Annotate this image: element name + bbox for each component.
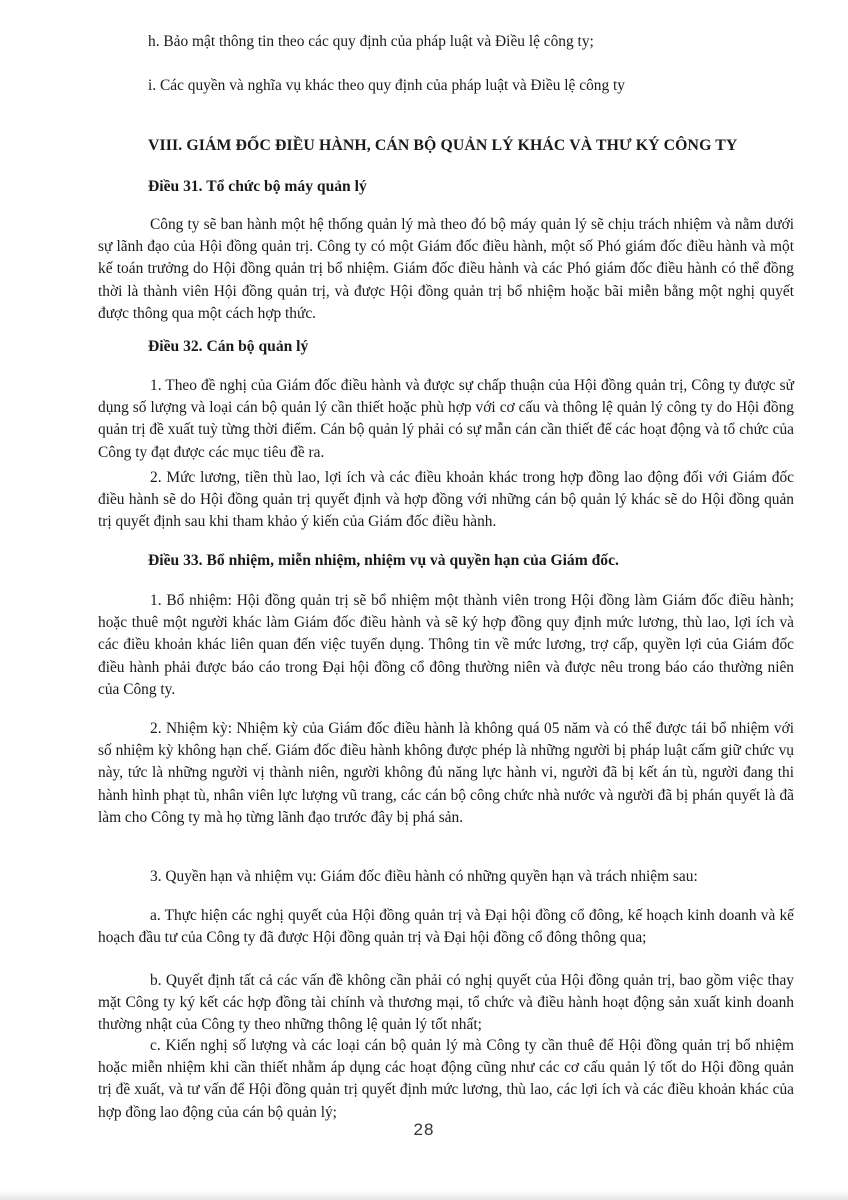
article-32-paragraph-1 — [98, 375, 794, 464]
section-title: VIII. GIÁM ĐỐC ĐIỀU HÀNH, CÁN BỘ QUẢN LÝ KHÁC VÀ THƯ KÝ CÔNG TY — [148, 137, 738, 154]
article-33-p1-text: 1. Bổ nhiệm: Hội đồng quản trị sẽ bổ nhiệm một thành viên trong Hội đồng làm Giám đốc điều hành; hoặc thuê một người khác làm Giám đốc điều hành và sẽ ký hợp đồng quy định mức lương, thù lao, lợi ích và các điều khoản khác liên quan đến việc tuyển dụng. Thông tin về mức lương, trợ cấp, quyền lợi của Giám đốc điều hành phải được báo cáo trong Đại hội đồng cổ đông thường niên và được nêu trong báo cáo thường niên của Công ty. — [98, 592, 794, 698]
page-number: 28 — [413, 1120, 435, 1139]
list-item-h: h. Bảo mật thông tin theo các quy định của pháp luật và Điều lệ công ty; — [148, 33, 594, 50]
article-31-body — [98, 214, 794, 325]
article-33-p2-text: 2. Nhiệm kỳ: Nhiệm kỳ của Giám đốc điều hành là không quá 05 năm và có thể được tái bổ nhiệm với số nhiệm kỳ không hạn chế. Giám đốc điều hành không được phép là những người bị pháp luật cấm giữ chức vụ này, tức là những người vị thành niên, người không đủ năng lực hành vi, người đã bị kết án tù, người đang thi hành hình phạt tù, nhân viên lực lượng vũ trang, các cán bộ công chức nhà nước và người đã bị phán quyết là đã làm cho Công ty mà họ từng lãnh đạo trước đây bị phá sản. — [98, 720, 794, 826]
article-31-text: Công ty sẽ ban hành một hệ thống quản lý mà theo đó bộ máy quản lý sẽ chịu trách nhiệm và nằm dưới sự lãnh đạo của Hội đồng quản trị. Công ty có một Giám đốc điều hành, một số Phó giám đốc điều hành và một kế toán trưởng do Hội đồng quản trị bổ nhiệm. Giám đốc điều hành và các Phó giám đốc điều hành có thể đồng thời là thành viên Hội đồng quản trị, và được Hội đồng quản trị bổ nhiệm hoặc bãi miễn bằng một nghị quyết được thông qua một cách hợp thức. — [98, 216, 794, 322]
article-33-paragraph-1 — [98, 590, 794, 701]
article-32-p1-text: 1. Theo đề nghị của Giám đốc điều hành và được sự chấp thuận của Hội đồng quản trị, Công ty được sử dụng số lượng và loại cán bộ quản lý cần thiết hoặc phù hợp với cơ cấu và thông lệ quản lý công ty do Hội đồng quản trị đề xuất tuỳ từng thời điểm. Cán bộ quản lý phải có sự mẫn cán cần thiết để các hoạt động và tổ chức của Công ty đạt được các mục tiêu đề ra. — [98, 377, 794, 461]
article-33-paragraph-3 — [98, 866, 794, 888]
article-33-heading: Điều 33. Bổ nhiệm, miễn nhiệm, nhiệm vụ và quyền hạn của Giám đốc. — [148, 552, 619, 569]
article-31-heading: Điều 31. Tổ chức bộ máy quản lý — [148, 178, 367, 195]
list-item-i: i. Các quyền và nghĩa vụ khác theo quy định của pháp luật và Điều lệ công ty — [148, 77, 625, 94]
article-32-p2-text: 2. Mức lương, tiền thù lao, lợi ích và các điều khoản khác trong hợp đồng lao động đối với Giám đốc điều hành sẽ do Hội đồng quản trị quyết định và hợp đồng với những cán bộ quản lý khác sẽ do Hội đồng quản trị quyết định sau khi tham khảo ý kiến của Giám đốc điều hành. — [98, 469, 794, 531]
article-33-paragraph-2 — [98, 718, 794, 829]
article-33-item-a — [98, 905, 794, 949]
article-33-c-text: c. Kiến nghị số lượng và các loại cán bộ quản lý mà Công ty cần thuê để Hội đồng quản trị bổ nhiệm hoặc miễn nhiệm khi cần thiết nhằm áp dụng các hoạt động cũng như các cơ cấu quản lý tốt do Hội đồng quản trị đề xuất, và tư vấn để Hội đồng quản trị quyết định mức lương, thù lao, các lợi ích và các điều khoản khác của hợp đồng lao động của cán bộ quản lý; — [98, 1037, 794, 1121]
article-33-p3-text: 3. Quyền hạn và nhiệm vụ: Giám đốc điều hành có những quyền hạn và trách nhiệm sau: — [150, 868, 698, 885]
article-33-item-c — [98, 1035, 794, 1124]
article-33-a-text: a. Thực hiện các nghị quyết của Hội đồng quản trị và Đại hội đồng cổ đông, kế hoạch kinh doanh và kế hoạch đầu tư của Công ty đã được Hội đồng quản trị và Đại hội đồng cổ đông thông qua; — [98, 907, 794, 947]
scan-edge — [0, 1190, 848, 1200]
article-33-item-b — [98, 970, 794, 1037]
article-33-b-text: b. Quyết định tất cả các vấn đề không cần phải có nghị quyết của Hội đồng quản trị, bao gồm việc thay mặt Công ty ký kết các hợp đồng tài chính và thương mại, tổ chức và điều hành hoạt động sản xuất kinh doanh thường nhật của Công ty theo những thông lệ quản lý tốt nhất; — [98, 972, 794, 1034]
article-32-paragraph-2 — [98, 467, 794, 534]
article-32-heading: Điều 32. Cán bộ quản lý — [148, 338, 309, 355]
